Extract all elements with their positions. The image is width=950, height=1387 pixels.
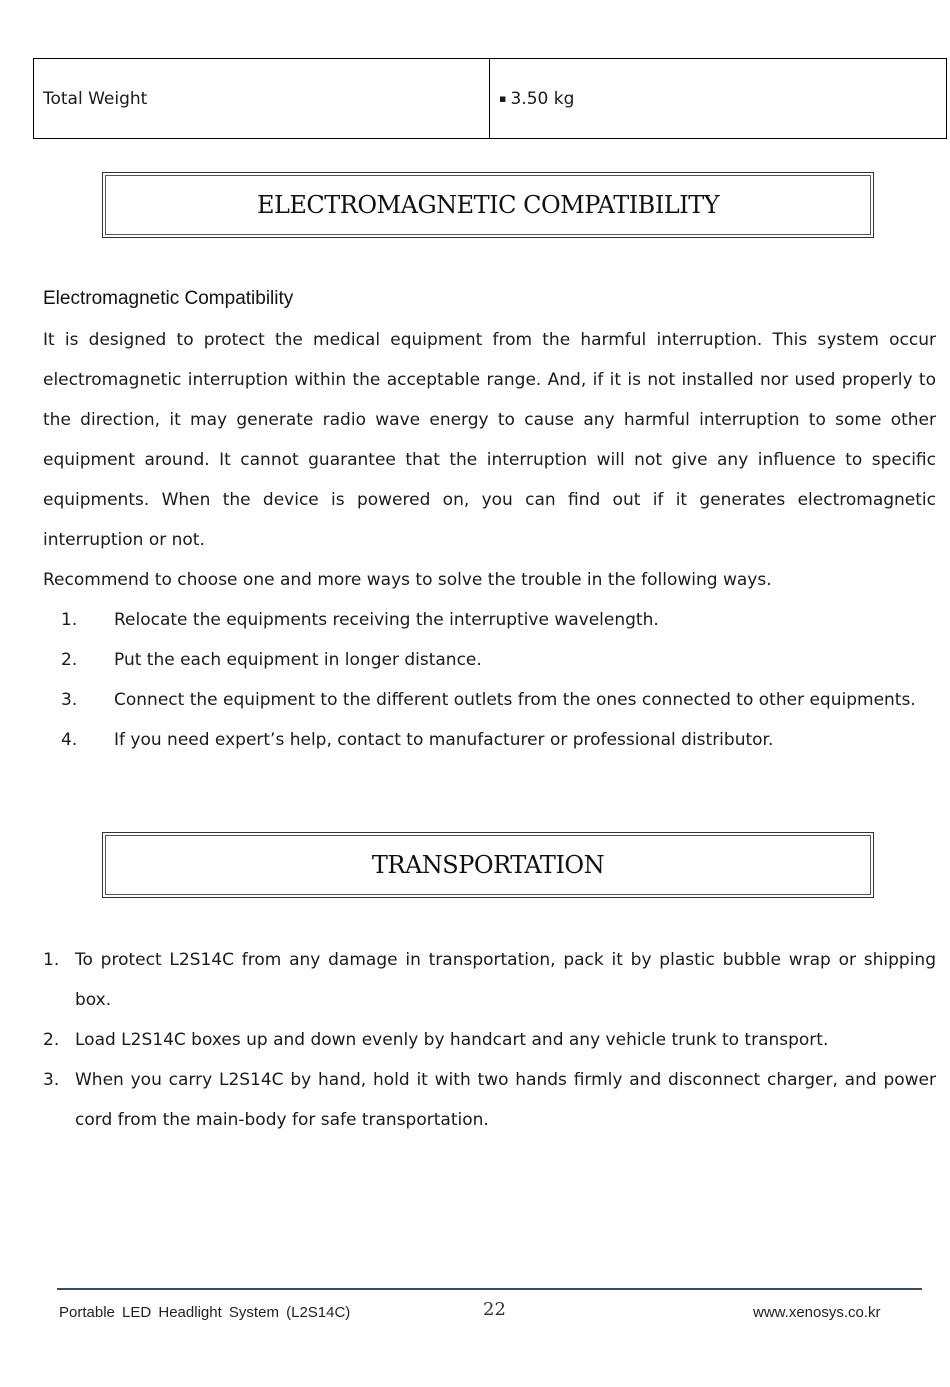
list-item-number: 1.	[61, 610, 78, 630]
spec-value: 3.50 kg	[510, 88, 575, 109]
transportation-list	[43, 940, 936, 1140]
list-item	[43, 940, 936, 1020]
table-row	[34, 59, 947, 139]
emc-solution-list	[43, 600, 936, 760]
list-item	[43, 640, 936, 680]
list-item-number: 4.	[61, 730, 78, 750]
list-item-text: When you carry L2S14C by hand, hold it with two hands firmly and disconnect charger, and power cord from the main-body for safe transportation.	[75, 1070, 936, 1130]
emc-section-heading	[102, 172, 874, 238]
list-item-text: Connect the equipment to the different outlets from the ones connected to other equipments.	[114, 690, 916, 710]
list-item-number: 3.	[43, 1070, 60, 1090]
list-item	[43, 600, 936, 640]
list-item	[43, 1020, 936, 1060]
list-item	[43, 1060, 936, 1140]
spec-table	[33, 58, 947, 139]
footer-product-name: Portable LED Headlight System (L2S14C)	[59, 1304, 351, 1321]
list-item-number: 2.	[61, 650, 78, 670]
emc-subheading: Electromagnetic Compatibility	[43, 288, 294, 309]
list-item-text: To protect L2S14C from any damage in transportation, pack it by plastic bubble wrap or shipping box.	[75, 950, 936, 1010]
list-item-text: Relocate the equipments receiving the interruptive wavelength.	[114, 610, 659, 630]
list-item-text: Load L2S14C boxes up and down evenly by handcart and any vehicle trunk to transport.	[75, 1030, 829, 1050]
list-item-text: Put the each equipment in longer distance.	[114, 650, 482, 670]
spec-label: Total Weight	[34, 59, 490, 139]
list-item	[43, 720, 936, 760]
page-number: 22	[483, 1299, 506, 1320]
list-item-text: If you need expert’s help, contact to manufacturer or professional distributor.	[114, 730, 774, 750]
list-item-number: 3.	[61, 690, 78, 710]
spec-value-cell	[490, 59, 947, 139]
bullet-icon: ▪	[499, 91, 507, 105]
footer-divider	[57, 1288, 922, 1290]
transportation-section-title: TRANSPORTATION	[371, 851, 605, 879]
emc-recommend-paragraph: Recommend to choose one and more ways to solve the trouble in the following ways.	[43, 570, 772, 590]
list-item-number: 2.	[43, 1030, 60, 1050]
transportation-section-heading	[102, 832, 874, 898]
emc-section-title: ELECTROMAGNETIC COMPATIBILITY	[256, 191, 720, 219]
list-item	[43, 680, 936, 720]
emc-body-paragraph: It is designed to protect the medical equipment from the harmful interruption. This system occur electromagnetic interruption within the acceptable range. And, if it is not installed nor used properly to the direction, it may generate radio wave energy to cause any harmful interruption to some other equipment around. It cannot guarantee that the interruption will not give any influence to specific equipments. When the device is powered on, you can find out if it generates electromagnetic interruption or not.	[43, 330, 936, 550]
footer-website: www.xenosys.co.kr	[753, 1304, 881, 1321]
list-item-number: 1.	[43, 950, 60, 970]
